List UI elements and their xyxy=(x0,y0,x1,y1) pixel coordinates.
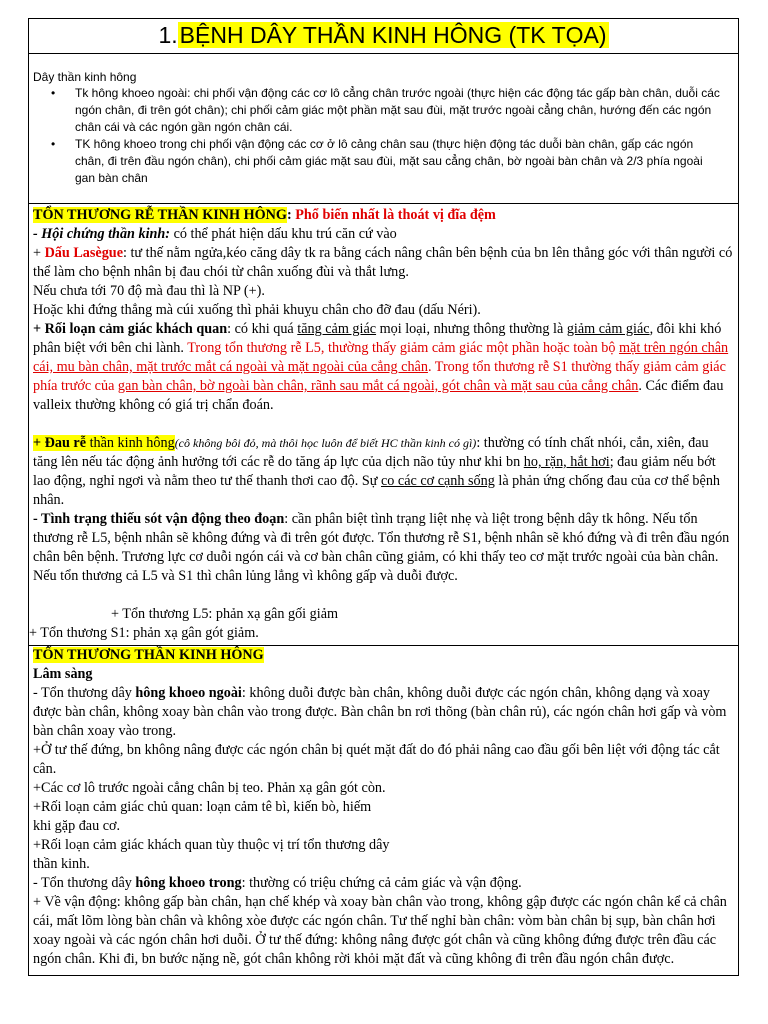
paragraph: +Rối loạn cảm giác chủ quan: loạn cảm tê bì, kiến bò, hiếm xyxy=(33,799,372,815)
intro-bullet: • TK hông khoeo trong chi phối vận động các cơ ở lô cảng chân sau (thực hiện động tác duỗi bàn chân, gấp các ngón chân, đi trên đầu ngón chân), chi phối cảm giác mặt sau đùi, mặt sau cẳng chân, bờ ngoài bàn chân và 2/3 phía ngoài gan bàn chân xyxy=(75,136,725,187)
paragraph: +Rối loạn cảm giác khách quan tùy thuộc vị trí tổn thương dây xyxy=(33,837,390,853)
section-heading: TỔN THƯƠNG RỄ THẦN KINH HÔNG: Phổ biến nhất là thoát vị đĩa đệm xyxy=(33,207,496,223)
nerve-lesion-section xyxy=(29,645,738,975)
intro-bullet: • Tk hông khoeo ngoài: chi phối vận động các cơ lô cẳng chân trước ngoài (thực hiện các động tác gấp bàn chân, duỗi các ngón chân, đi trên gót chân); chi phối cảm giác một phần mặt sau đùi, mặt trước ngoài cẳng chân, hướng đến các ngón chân cái và các ngón gần ngón chân cái. xyxy=(75,85,725,136)
paragraph: - Tổn thương dây hông khoeo ngoài: không duỗi được bàn chân, không duỗi được các ngón chân, không dạng và xoay được bàn chân, không xoay bàn chân vào trong được. Bàn chân bn rơi thõng (bàn chân rủ), các ngón chân hơi gấp và vòm bàn chân xoay vào trong. xyxy=(33,685,727,739)
paragraph: - Tổn thương dây hông khoeo trong: thường có triệu chứng cả cảm giác và vận động. xyxy=(33,875,522,891)
paragraph: Hoặc khi đứng thẳng mà cúi xuống thì phải khuỵu chân cho đỡ đau (dấu Néri). xyxy=(33,302,481,318)
title-number: 1. xyxy=(158,22,178,48)
paragraph: - Tình trạng thiếu sót vận động theo đoạn: cần phân biệt tình trạng liệt nhẹ và liệt trong bệnh dây tk hông. Nếu tổn thương rễ L5, bệnh nhân sẽ không đứng và đi trên gót được. Tổn thương rễ S1, bệnh nhân sẽ khó đứng và đi trên đầu ngón chân bên bệnh. Trương lực cơ duỗi ngón cái và cơ bàn chân cũng giảm, có khi thấy teo cơ mặt trước ngoài của bàn chân. Nếu tổn thương cả L5 và S1 thì chân lủng lẳng vì không gấp và duỗi được. xyxy=(33,511,730,584)
intro-section xyxy=(29,53,738,204)
paragraph: + Tổn thương L5: phản xạ gân gối giảm xyxy=(111,606,339,622)
paragraph: +Ở tư thế đứng, bn không nâng được các ngón chân bị quét mặt đất do đó phải nâng cao đầu gối bên liệt với động tác cắt cân. xyxy=(33,742,720,777)
page-title xyxy=(29,19,738,54)
subheading: Lâm sàng xyxy=(33,666,93,682)
paragraph: + Tổn thương S1: phản xạ gân gót giảm. xyxy=(29,625,259,641)
paragraph: thần kinh. xyxy=(33,856,90,872)
paragraph: + Về vận động: không gấp bàn chân, hạn chế khép và xoay bàn chân vào trong, không gập được các ngón chân kể cả chân cái, mất lõm lòng bàn chân và không xòe được các ngón chân. Tư thế nghỉ bàn chân: vòm bàn chân bị sụp, bàn chân hơi xoay ngoài và các ngón chân hơi duỗi. Ở tư thế đứng: không nâng được gót chân và cũng không đứng được trên đầu các ngón chân. Khi đi, bn bước nặng nề, gót chân không rời khỏi mặt đất và cũng không đi trên đầu ngón chân được. xyxy=(33,894,727,967)
section-heading: TỔN THƯƠNG THẦN KINH HÔNG xyxy=(33,647,264,663)
root-lesion-section xyxy=(29,205,738,646)
paragraph: + Rối loạn cảm giác khách quan: có khi quá tăng cảm giác mọi loại, nhưng thông thường là giảm cảm giác, đôi khi khó phân biệt với bên chi lành. Trong tổn thương rễ L5, thường thấy giảm cảm giác một phần hoặc toàn bộ mặt trên ngón chân cái, mu bàn chân, mặt trước mắt cá ngoài và mặt ngoài của cẳng chân. Trong tổn thương rễ S1 thường thấy giảm cảm giác phía trước của gan bàn chân, bờ ngoài bàn chân, rãnh sau mắt cá ngoài, gót chân và mặt sau của cẳng chân. Các điểm đau valleix thường không có giá trị chẩn đoán. xyxy=(33,321,729,413)
document-frame xyxy=(28,18,739,976)
paragraph: +Các cơ lô trước ngoài cẳng chân bị teo. Phản xạ gân gót còn. xyxy=(33,780,386,796)
title-text: BỆNH DÂY THẦN KINH HÔNG (TK TỌA) xyxy=(179,22,607,48)
intro-list xyxy=(29,85,725,187)
paragraph: + Đau rễ thần kinh hông(cô không bôi đỏ, mà thôi học luôn để biết HC thần kinh có gì): thường có tính chất nhói, cắn, xiên, đau tăng lên nếu tác động ảnh hưởng tới các rễ do tăng áp lực của dịch não tủy như khi bn ho, rặn, hắt hơi; đau giảm nếu bớt lao động, nghỉ ngơi và nằm theo tư thế thanh thơi cao độ. Sự co các cơ cạnh sống là phản ứng chống đau của cơ thể bệnh nhân. xyxy=(33,435,721,508)
paragraph: Nếu chưa tới 70 độ mà đau thì là NP (+). xyxy=(33,283,265,299)
paragraph: - Hội chứng thần kinh: có thể phát hiện dấu khu trú căn cứ vào xyxy=(33,226,397,242)
intro-heading: Dây thần kinh hông xyxy=(33,70,137,84)
paragraph: khi gặp đau cơ. xyxy=(33,818,121,834)
paragraph: + Dấu Lasègue: tư thế nằm ngửa,kéo căng dây tk ra bằng cách nâng chân bên bệnh của bn lên thẳng góc với thân người có thể làm cho bệnh nhân bị đau chói từ chân xuống đùi và thắt lưng. xyxy=(33,245,733,280)
